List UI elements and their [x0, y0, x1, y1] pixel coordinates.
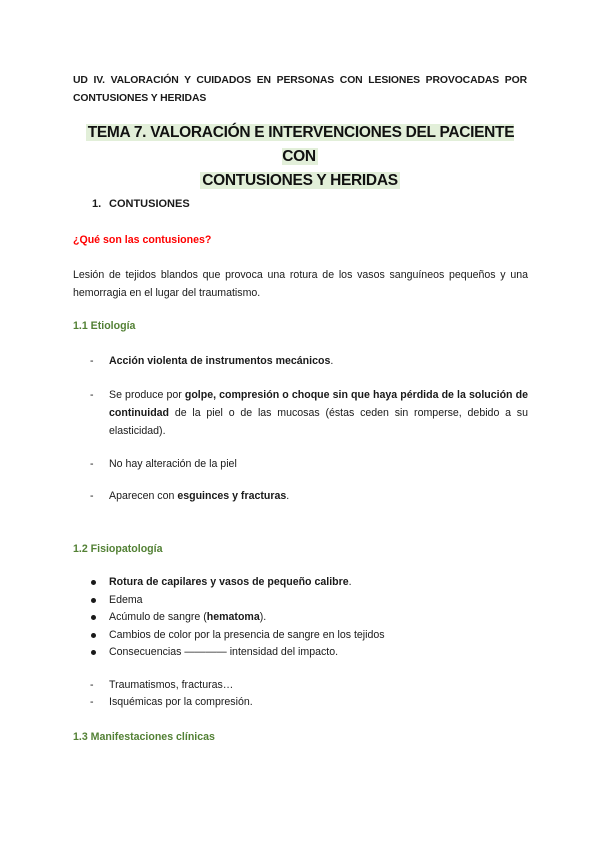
subheading-manifestaciones: 1.3 Manifestaciones clínicas — [73, 731, 215, 743]
title-line-2: CONTUSIONES Y HERIDAS — [202, 172, 398, 189]
dash-marker: - — [90, 490, 94, 502]
bullet-item — [90, 627, 528, 645]
dash-marker: - — [90, 389, 94, 401]
item-bold: Rotura de capilares y vasos de pequeño calibre — [109, 576, 349, 588]
question-heading: ¿Qué son las contusiones? — [73, 234, 212, 246]
bullet-dot — [91, 650, 96, 655]
dash-marker: - — [90, 355, 94, 367]
dash-marker: - — [90, 679, 94, 691]
list-item — [90, 693, 528, 711]
unit-heading: UD IV. VALORACIÓN Y CUIDADOS EN PERSONAS CON LESIONES PROVOCADAS POR CONTUSIONES Y HERIDAS — [73, 75, 527, 104]
item-text: No hay alteración de la piel — [109, 458, 237, 470]
dash-marker: - — [90, 696, 94, 708]
bullet-item — [90, 574, 528, 592]
dash-marker: - — [90, 458, 94, 470]
item-text: Isquémicas por la compresión. — [109, 696, 253, 708]
item-text: Acúmulo de sangre ( — [109, 611, 207, 623]
subheading-etiologia: 1.1 Etiología — [73, 320, 136, 332]
item-bold: Acción violenta de instrumentos mecánicos — [109, 355, 331, 367]
item-bold: golpe, compresión o choque sin que haya pérdida de la solución de continuidad — [109, 389, 528, 419]
item-bold: hematoma — [206, 611, 260, 623]
bullet-item — [90, 609, 528, 627]
list-item — [90, 676, 528, 694]
page-title — [78, 121, 522, 193]
bullet-list — [90, 574, 528, 662]
bullet-dot — [91, 633, 96, 638]
item-text: de la piel o de las mucosas (éstas ceden sin romperse, debido a su elasticidad). — [109, 407, 528, 437]
item-text: Consecuencias ———— intensidad del impacto. — [109, 646, 339, 658]
list-item — [90, 487, 528, 505]
title-line-1: TEMA 7. VALORACIÓN E INTERVENCIONES DEL PACIENTE CON — [87, 124, 515, 165]
bullet-dot — [91, 580, 96, 585]
subheading-fisiopatologia: 1.2 Fisiopatología — [73, 543, 163, 555]
item-bold: esguinces y fracturas — [177, 490, 287, 502]
item-text: . — [330, 355, 334, 367]
item-text: Traumatismos, fracturas… — [109, 679, 234, 691]
item-text: ). — [259, 611, 267, 623]
item-text: . — [286, 490, 290, 502]
list-item — [90, 352, 528, 370]
item-text: . — [348, 576, 352, 588]
section-heading — [92, 196, 190, 212]
item-text: Aparecen con — [109, 490, 178, 502]
bullet-item — [90, 644, 528, 662]
list-item — [90, 386, 528, 440]
bullet-dot — [91, 598, 96, 603]
item-text: Edema — [109, 593, 143, 606]
list-item — [90, 455, 528, 473]
bullet-item — [90, 592, 528, 610]
bullet-dot — [91, 615, 96, 620]
item-text: Cambios de color por la presencia de sangre en los tejidos — [109, 628, 385, 641]
item-text: Se produce por — [109, 389, 185, 401]
section-title: CONTUSIONES — [109, 198, 190, 210]
section-number: 1. — [92, 198, 102, 210]
definition-paragraph: Lesión de tejidos blandos que provoca una rotura de los vasos sanguíneos pequeños y una hemorragia en el lugar del traumatismo. — [73, 269, 528, 299]
